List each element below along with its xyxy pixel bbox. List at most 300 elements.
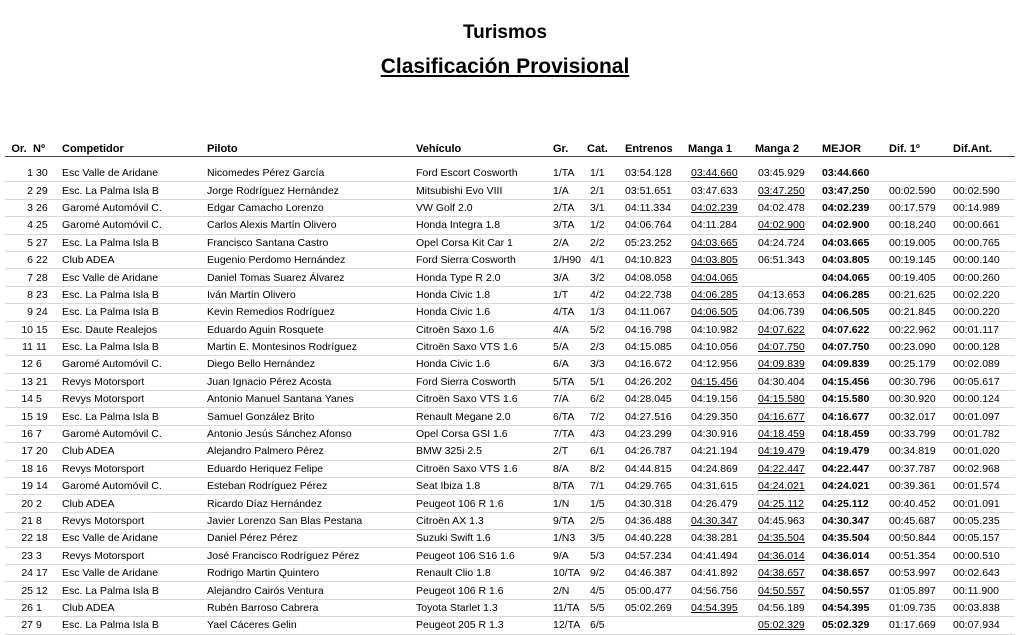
- cell-or: 11: [22, 341, 33, 354]
- cell-competidor: Esc Valle de Aridane: [62, 532, 159, 545]
- cell-manga2: 04:30.404: [758, 375, 805, 388]
- cell-cat: 5/2: [590, 323, 605, 336]
- cell-piloto: Alejandro Palmero Pérez: [207, 445, 324, 458]
- cell-cat: 2/1: [590, 184, 605, 197]
- cell-manga2: [755, 269, 822, 286]
- cell-competidor: Club ADEA: [62, 254, 115, 267]
- table-row: [5, 408, 1015, 425]
- cell-manga2: 04:13.653: [758, 288, 805, 301]
- cell-or: 23: [21, 549, 33, 562]
- cell-competidor: Esc. La Palma Isla B: [62, 584, 159, 597]
- cell-or: 25: [21, 584, 33, 597]
- cell-cat: 5/1: [590, 375, 605, 388]
- cell-mejor: 04:25.112: [822, 497, 869, 510]
- cell-manga1: 04:10.056: [691, 341, 738, 354]
- cell-manga1: 04:10.982: [691, 323, 738, 336]
- cell-piloto: Daniel Pérez Pérez: [207, 532, 298, 545]
- cell-gr: 1/N: [553, 497, 570, 510]
- cell-manga2: 03:47.250: [758, 184, 805, 197]
- table-row: [5, 599, 1015, 616]
- cell-dif1: 01:09.735: [889, 601, 936, 614]
- cell-num: 22: [36, 254, 48, 267]
- cell-manga2: 04:24.021: [758, 480, 805, 493]
- cell-or: 3: [27, 201, 33, 214]
- cell-entrenos: 05:00.477: [625, 584, 672, 597]
- cell-dif1: 00:50.844: [889, 532, 936, 545]
- cell-difant: 00:00.661: [953, 219, 1000, 232]
- cell-piloto: José Francisco Rodríguez Pérez: [207, 549, 360, 562]
- cell-competidor: Esc. La Palma Isla B: [62, 306, 159, 319]
- cell-or: 20: [21, 497, 33, 510]
- cell-num: 30: [36, 167, 48, 180]
- cell-num: 24: [36, 306, 48, 319]
- table-row: [5, 165, 1015, 182]
- cell-manga1: [688, 617, 755, 634]
- table-row: [5, 251, 1015, 268]
- cell-entrenos: 04:57.234: [625, 549, 672, 562]
- cell-vehiculo: Peugeot 205 R 1.3: [416, 619, 504, 632]
- cell-num: 7: [36, 428, 42, 441]
- cell-dif1: 00:02.590: [889, 184, 936, 197]
- cell-num: 1: [36, 601, 42, 614]
- cell-mejor: 04:07.622: [822, 323, 870, 336]
- cell-difant: 00:05.617: [953, 375, 1000, 388]
- cell-gr: 2/TA: [553, 201, 575, 214]
- cell-piloto: Eduardo Heriquez Felipe: [207, 462, 324, 475]
- cell-cat: 4/5: [590, 584, 605, 597]
- cell-dif1: 00:23.090: [889, 341, 936, 354]
- cell-cat: 2/3: [590, 341, 605, 354]
- cell-num: 28: [36, 271, 48, 284]
- cell-vehiculo: Citroën AX 1.3: [416, 515, 484, 527]
- cell-cat: 4/2: [590, 288, 605, 301]
- cell-entrenos: 04:46.387: [625, 567, 672, 580]
- cell-or: 9: [27, 306, 33, 319]
- cell-piloto: Antonio Manuel Santana Yanes: [207, 393, 354, 406]
- cell-dif1: 00:18.240: [889, 219, 936, 232]
- cell-mejor: 04:24.021: [822, 480, 870, 493]
- cell-entrenos: 04:06.764: [625, 219, 672, 232]
- cell-gr: 11/TA: [553, 601, 580, 614]
- col-header-dif1: Dif. 1º: [889, 141, 953, 157]
- cell-difant: 00:00.140: [953, 254, 1000, 267]
- cell-piloto: Rubén Barroso Cabrera: [207, 601, 319, 614]
- cell-or: 14: [21, 393, 33, 406]
- cell-manga2: 04:25.112: [758, 497, 804, 510]
- cell-dif1: 00:34.819: [889, 445, 936, 458]
- cell-dif1: 00:19.005: [889, 236, 936, 249]
- cell-cat: 7/1: [590, 480, 605, 493]
- cell-competidor: Esc. Daute Realejos: [62, 323, 158, 336]
- cell-piloto: Eduardo Aguin Rosquete: [207, 323, 324, 336]
- cell-piloto: Diego Bello Hernández: [207, 358, 315, 371]
- cell-cat: 3/5: [590, 532, 605, 545]
- table-row: [5, 443, 1015, 460]
- cell-num: 8: [36, 515, 42, 527]
- cell-competidor: Esc. La Palma Isla B: [62, 236, 159, 249]
- cell-entrenos: 05:02.269: [625, 601, 672, 614]
- cell-competidor: Garomé Automóvil C.: [62, 201, 162, 214]
- cell-num: 26: [36, 201, 48, 214]
- cell-piloto: Yael Cáceres Gelin: [207, 619, 297, 632]
- cell-vehiculo: Renault Clio 1.8: [416, 567, 491, 580]
- cell-gr: 3/A: [553, 271, 569, 284]
- cell-piloto: Juan Ignacio Pérez Acosta: [207, 375, 332, 388]
- cell-manga1: 04:54.395: [691, 601, 738, 614]
- cell-num: 12: [36, 584, 48, 597]
- cell-entrenos: 04:10.823: [625, 254, 672, 267]
- cell-entrenos: 04:15.085: [625, 341, 672, 354]
- cell-vehiculo: Toyota Starlet 1.3: [416, 601, 498, 614]
- col-header-manga2: Manga 2: [755, 141, 822, 157]
- cell-manga2: 04:50.557: [758, 584, 805, 597]
- cell-manga1: 04:19.156: [691, 393, 738, 406]
- cell-or: 21: [21, 515, 33, 527]
- cell-entrenos: 05:23.252: [625, 236, 672, 249]
- cell-manga1: 04:30.347: [691, 515, 738, 527]
- cell-manga2: 04:35.504: [758, 532, 805, 545]
- cell-gr: 6/TA: [553, 410, 575, 423]
- cell-difant: 00:01.117: [953, 323, 999, 336]
- cell-difant: 00:00.510: [953, 549, 1000, 562]
- table-row: [5, 356, 1015, 373]
- cell-gr: 2/A: [553, 236, 569, 249]
- cell-competidor: Revys Motorsport: [62, 549, 145, 562]
- cell-difant: 00:14.989: [953, 201, 1000, 214]
- cell-gr: 1/T: [553, 288, 569, 301]
- cell-num: 19: [36, 410, 48, 423]
- cell-dif1: 00:17.579: [889, 201, 936, 214]
- cell-mejor: 04:36.014: [822, 549, 870, 562]
- cell-piloto: Martin E. Montesinos Rodríguez: [207, 341, 357, 354]
- cell-num: 9: [36, 619, 42, 632]
- cell-competidor: Esc. La Palma Isla B: [62, 288, 159, 301]
- cell-difant: 00:01.020: [953, 445, 1000, 458]
- cell-dif1: 00:19.405: [889, 271, 936, 284]
- cell-manga2: 04:16.677: [758, 410, 805, 423]
- cell-difant: 00:02.968: [953, 462, 1000, 475]
- cell-entrenos: 04:36.488: [625, 515, 672, 527]
- cell-difant: 00:02.643: [953, 567, 1000, 580]
- col-header-gr: Gr.: [553, 141, 587, 157]
- cell-or: 6: [27, 254, 33, 267]
- cell-gr: 2/T: [553, 445, 569, 458]
- cell-mejor: 04:02.900: [822, 219, 870, 232]
- cell-competidor: Garomé Automóvil C.: [62, 219, 162, 232]
- cell-manga2: 04:06.739: [758, 306, 805, 319]
- cell-vehiculo: Citroën Saxo VTS 1.6: [416, 393, 518, 406]
- cell-num: 5: [36, 393, 42, 406]
- cell-mejor: 04:19.479: [822, 445, 870, 458]
- cell-piloto: Antonio Jesús Sánchez Afonso: [207, 428, 352, 441]
- cell-gr: 1/N3: [553, 532, 576, 545]
- cell-piloto: Daniel Tomas Suarez Álvarez: [207, 271, 345, 284]
- table-row: [5, 582, 1015, 599]
- table-row: [5, 512, 1015, 529]
- cell-or: 17: [21, 445, 33, 458]
- cell-gr: 2/N: [553, 584, 570, 597]
- cell-mejor: 04:22.447: [822, 462, 870, 475]
- cell-entrenos: 04:40.228: [625, 532, 672, 545]
- cell-or: 27: [21, 619, 33, 632]
- cell-dif1: 00:22.962: [889, 323, 936, 336]
- cell-entrenos: 04:22.738: [625, 288, 672, 301]
- cell-manga1: 04:12.956: [691, 358, 738, 371]
- page-title: Turismos: [462, 22, 548, 43]
- cell-manga1: 03:44.660: [691, 167, 738, 180]
- cell-cat: 3/2: [590, 271, 605, 284]
- cell-difant: 00:01.091: [953, 497, 1000, 510]
- cell-dif1: 00:30.920: [889, 393, 936, 406]
- cell-dif1: 00:21.845: [889, 306, 936, 319]
- cell-or: 24: [21, 567, 33, 580]
- cell-mejor: 04:09.839: [822, 358, 870, 371]
- cell-manga2: 06:51.343: [758, 254, 805, 267]
- cell-manga1: 04:29.350: [691, 410, 738, 423]
- cell-gr: 8/TA: [553, 480, 575, 493]
- cell-manga1: 04:31.615: [691, 480, 738, 493]
- cell-dif1: 00:33.799: [889, 428, 936, 441]
- cell-manga1: 04:24.869: [691, 462, 738, 475]
- cell-vehiculo: VW Golf 2.0: [416, 201, 473, 214]
- cell-competidor: Esc Valle de Aridane: [62, 167, 159, 180]
- cell-difant: 00:00.128: [953, 341, 1000, 354]
- cell-manga2: 04:45.963: [758, 515, 805, 527]
- cell-manga2: 03:45.929: [758, 167, 805, 180]
- cell-competidor: Club ADEA: [62, 497, 115, 510]
- cell-cat: 6/1: [590, 445, 605, 458]
- table-row: [5, 182, 1015, 199]
- cell-vehiculo: Seat Ibiza 1.8: [416, 480, 481, 493]
- table-row: [5, 617, 1015, 634]
- cell-piloto: Edgar Camacho Lorenzo: [207, 201, 324, 214]
- cell-or: 7: [27, 271, 33, 284]
- cell-entrenos: 04:08.058: [625, 271, 672, 284]
- cell-competidor: Esc. La Palma Isla B: [62, 410, 159, 423]
- cell-vehiculo: Ford Sierra Cosworth: [416, 375, 516, 388]
- results-table: [5, 141, 1015, 635]
- cell-difant: 00:11.900: [953, 584, 999, 597]
- cell-competidor: Revys Motorsport: [62, 462, 145, 475]
- cell-difant: 00:01.574: [953, 480, 1000, 493]
- table-row: [5, 391, 1015, 408]
- cell-dif1: 01:17.669: [889, 619, 936, 632]
- cell-competidor: Revys Motorsport: [62, 375, 145, 388]
- cell-vehiculo: Peugeot 106 R 1.6: [416, 497, 504, 510]
- cell-cat: 6/5: [590, 619, 605, 632]
- table-row: [5, 530, 1015, 547]
- cell-manga1: 04:02.239: [691, 201, 738, 214]
- cell-gr: 1/A: [553, 184, 569, 197]
- cell-entrenos: 04:16.798: [625, 323, 672, 336]
- cell-dif1: 00:39.361: [889, 480, 936, 493]
- cell-competidor: Garomé Automóvil C.: [62, 480, 162, 493]
- cell-difant: 00:00.765: [953, 236, 1000, 249]
- cell-entrenos: 04:28.045: [625, 393, 672, 406]
- cell-mejor: 04:06.285: [822, 288, 870, 301]
- cell-vehiculo: BMW 325i 2.5: [416, 445, 482, 458]
- cell-entrenos: [625, 617, 688, 634]
- cell-difant: [953, 165, 1015, 182]
- cell-num: 14: [36, 480, 48, 493]
- cell-difant: 00:02.089: [953, 358, 1000, 371]
- cell-dif1: 00:21.625: [889, 288, 936, 301]
- cell-num: 11: [36, 341, 47, 354]
- table-row: [5, 304, 1015, 321]
- cell-difant: 00:07.934: [953, 619, 1000, 632]
- cell-mejor: 03:47.250: [822, 184, 870, 197]
- cell-piloto: Francisco Santana Castro: [207, 236, 329, 249]
- cell-mejor: 04:54.395: [822, 601, 870, 614]
- cell-manga1: 04:41.892: [691, 567, 738, 580]
- cell-manga2: 04:07.622: [758, 323, 805, 336]
- cell-entrenos: 03:51.651: [625, 184, 672, 197]
- cell-vehiculo: Citroën Saxo 1.6: [416, 323, 495, 336]
- cell-vehiculo: Opel Corsa Kit Car 1: [416, 236, 513, 249]
- cell-or: 16: [21, 428, 33, 441]
- cell-gr: 4/TA: [553, 306, 575, 319]
- cell-entrenos: 04:23.299: [625, 428, 672, 441]
- cell-or: 15: [21, 410, 33, 423]
- cell-entrenos: 04:26.202: [625, 375, 672, 388]
- cell-mejor: 03:44.660: [822, 167, 870, 180]
- cell-mejor: 04:15.580: [822, 393, 870, 406]
- cell-manga1: 04:03.665: [691, 236, 738, 249]
- cell-manga1: 04:30.916: [691, 428, 738, 441]
- cell-cat: 1/2: [590, 219, 605, 232]
- cell-piloto: Jorge Rodríguez Hernández: [207, 184, 339, 197]
- cell-mejor: 04:04.065: [822, 271, 870, 284]
- cell-piloto: Samuel González Brito: [207, 410, 315, 423]
- cell-entrenos: 04:27.516: [625, 410, 672, 423]
- cell-gr: 7/TA: [553, 428, 575, 441]
- cell-vehiculo: Ford Escort Cosworth: [416, 167, 518, 180]
- cell-num: 18: [36, 532, 48, 545]
- cell-mejor: 04:03.665: [822, 236, 870, 249]
- table-row: [5, 286, 1015, 303]
- cell-dif1: 00:32.017: [889, 410, 936, 423]
- cell-vehiculo: Honda Civic 1.8: [416, 288, 491, 301]
- cell-entrenos: 03:54.128: [625, 167, 672, 180]
- cell-gr: 3/TA: [553, 219, 575, 232]
- cell-or: 1: [27, 167, 33, 180]
- cell-manga1: 04:26.479: [691, 497, 738, 510]
- cell-num: 6: [36, 358, 42, 371]
- cell-mejor: 04:03.805: [822, 254, 870, 267]
- cell-piloto: Iván Martín Olivero: [207, 288, 296, 301]
- cell-gr: 5/TA: [553, 375, 575, 388]
- cell-vehiculo: Renault Megane 2.0: [416, 410, 511, 423]
- cell-dif1: 01:05.897: [889, 584, 936, 597]
- cell-cat: 9/2: [590, 567, 605, 580]
- cell-difant: 00:00.260: [953, 271, 1000, 284]
- cell-mejor: 04:16.677: [822, 410, 870, 423]
- table-row: [5, 373, 1015, 390]
- table-row: [5, 547, 1015, 564]
- cell-gr: 12/TA: [553, 619, 581, 632]
- cell-cat: 7/2: [590, 410, 605, 423]
- cell-dif1: 00:53.997: [889, 567, 936, 580]
- cell-num: 21: [36, 375, 48, 388]
- cell-manga1: 04:41.494: [691, 549, 738, 562]
- results-body: [5, 165, 1015, 634]
- cell-competidor: Esc. La Palma Isla B: [62, 619, 159, 632]
- cell-gr: 1/H90: [553, 254, 582, 267]
- table-row: [5, 217, 1015, 234]
- cell-manga2: 04:24.724: [758, 236, 805, 249]
- cell-manga1: 04:15.456: [691, 375, 738, 388]
- col-header-vehiculo: Vehículo: [416, 141, 553, 157]
- cell-vehiculo: Honda Integra 1.8: [416, 219, 501, 232]
- cell-manga1: 04:03.805: [691, 254, 738, 267]
- col-header-num: Nº: [33, 141, 62, 157]
- cell-mejor: 04:07.750: [822, 341, 870, 354]
- table-row: [5, 564, 1015, 581]
- cell-mejor: 04:18.459: [822, 428, 870, 441]
- cell-num: 27: [36, 236, 48, 249]
- cell-manga2: 05:02.329: [758, 619, 805, 632]
- cell-vehiculo: Honda Civic 1.6: [416, 306, 491, 319]
- cell-manga2: 04:18.459: [758, 428, 805, 441]
- cell-difant: 00:02.590: [953, 184, 1000, 197]
- cell-num: 17: [36, 567, 48, 580]
- cell-vehiculo: Peugeot 106 R 1.6: [416, 584, 504, 597]
- cell-manga1: 04:11.284: [691, 219, 737, 232]
- cell-mejor: 04:06.505: [822, 306, 870, 319]
- table-row: [5, 234, 1015, 251]
- cell-manga2: 04:19.479: [758, 445, 805, 458]
- cell-dif1: 00:37.787: [889, 462, 936, 475]
- cell-gr: 7/A: [553, 393, 569, 406]
- cell-piloto: Rodrigo Martin Quintero: [207, 567, 320, 580]
- cell-manga2: 04:36.014: [758, 549, 805, 562]
- cell-competidor: Garomé Automóvil C.: [62, 358, 162, 371]
- cell-difant: 00:00.124: [953, 393, 1000, 406]
- cell-or: 4: [27, 219, 33, 232]
- col-header-difant: Dif.Ant.: [953, 141, 1015, 157]
- cell-gr: 4/A: [553, 323, 569, 336]
- cell-gr: 6/A: [553, 358, 569, 371]
- page-subtitle: Clasificación Provisional: [380, 55, 630, 78]
- cell-mejor: 04:38.657: [822, 567, 870, 580]
- cell-piloto: Alejandro Cairós Ventura: [207, 584, 324, 597]
- cell-mejor: 05:02.329: [822, 619, 870, 632]
- table-row: [5, 199, 1015, 216]
- cell-gr: 1/TA: [553, 167, 575, 180]
- cell-cat: 2/2: [590, 236, 605, 249]
- cell-num: 29: [36, 184, 48, 197]
- cell-piloto: Ricardo Díaz Hernández: [207, 497, 322, 510]
- cell-entrenos: 04:11.334: [625, 201, 671, 214]
- cell-vehiculo: Citroën Saxo VTS 1.6: [416, 462, 518, 475]
- cell-gr: 8/A: [553, 462, 569, 475]
- cell-cat: 6/2: [590, 393, 605, 406]
- cell-dif1: 00:19.145: [889, 254, 936, 267]
- cell-or: 26: [21, 601, 33, 614]
- cell-dif1: 00:30.796: [889, 375, 936, 388]
- col-header-entrenos: Entrenos: [625, 141, 688, 157]
- cell-cat: 3/1: [590, 201, 605, 214]
- col-header-cat: Cat.: [587, 141, 625, 157]
- cell-difant: 00:00.220: [953, 306, 1000, 319]
- cell-entrenos: 04:30.318: [625, 497, 672, 510]
- cell-cat: 1/1: [590, 167, 605, 180]
- cell-entrenos: 04:11.067: [625, 306, 671, 319]
- table-row: [5, 425, 1015, 442]
- cell-competidor: Esc Valle de Aridane: [62, 271, 159, 284]
- cell-gr: 9/TA: [553, 515, 575, 527]
- cell-num: 15: [36, 323, 48, 336]
